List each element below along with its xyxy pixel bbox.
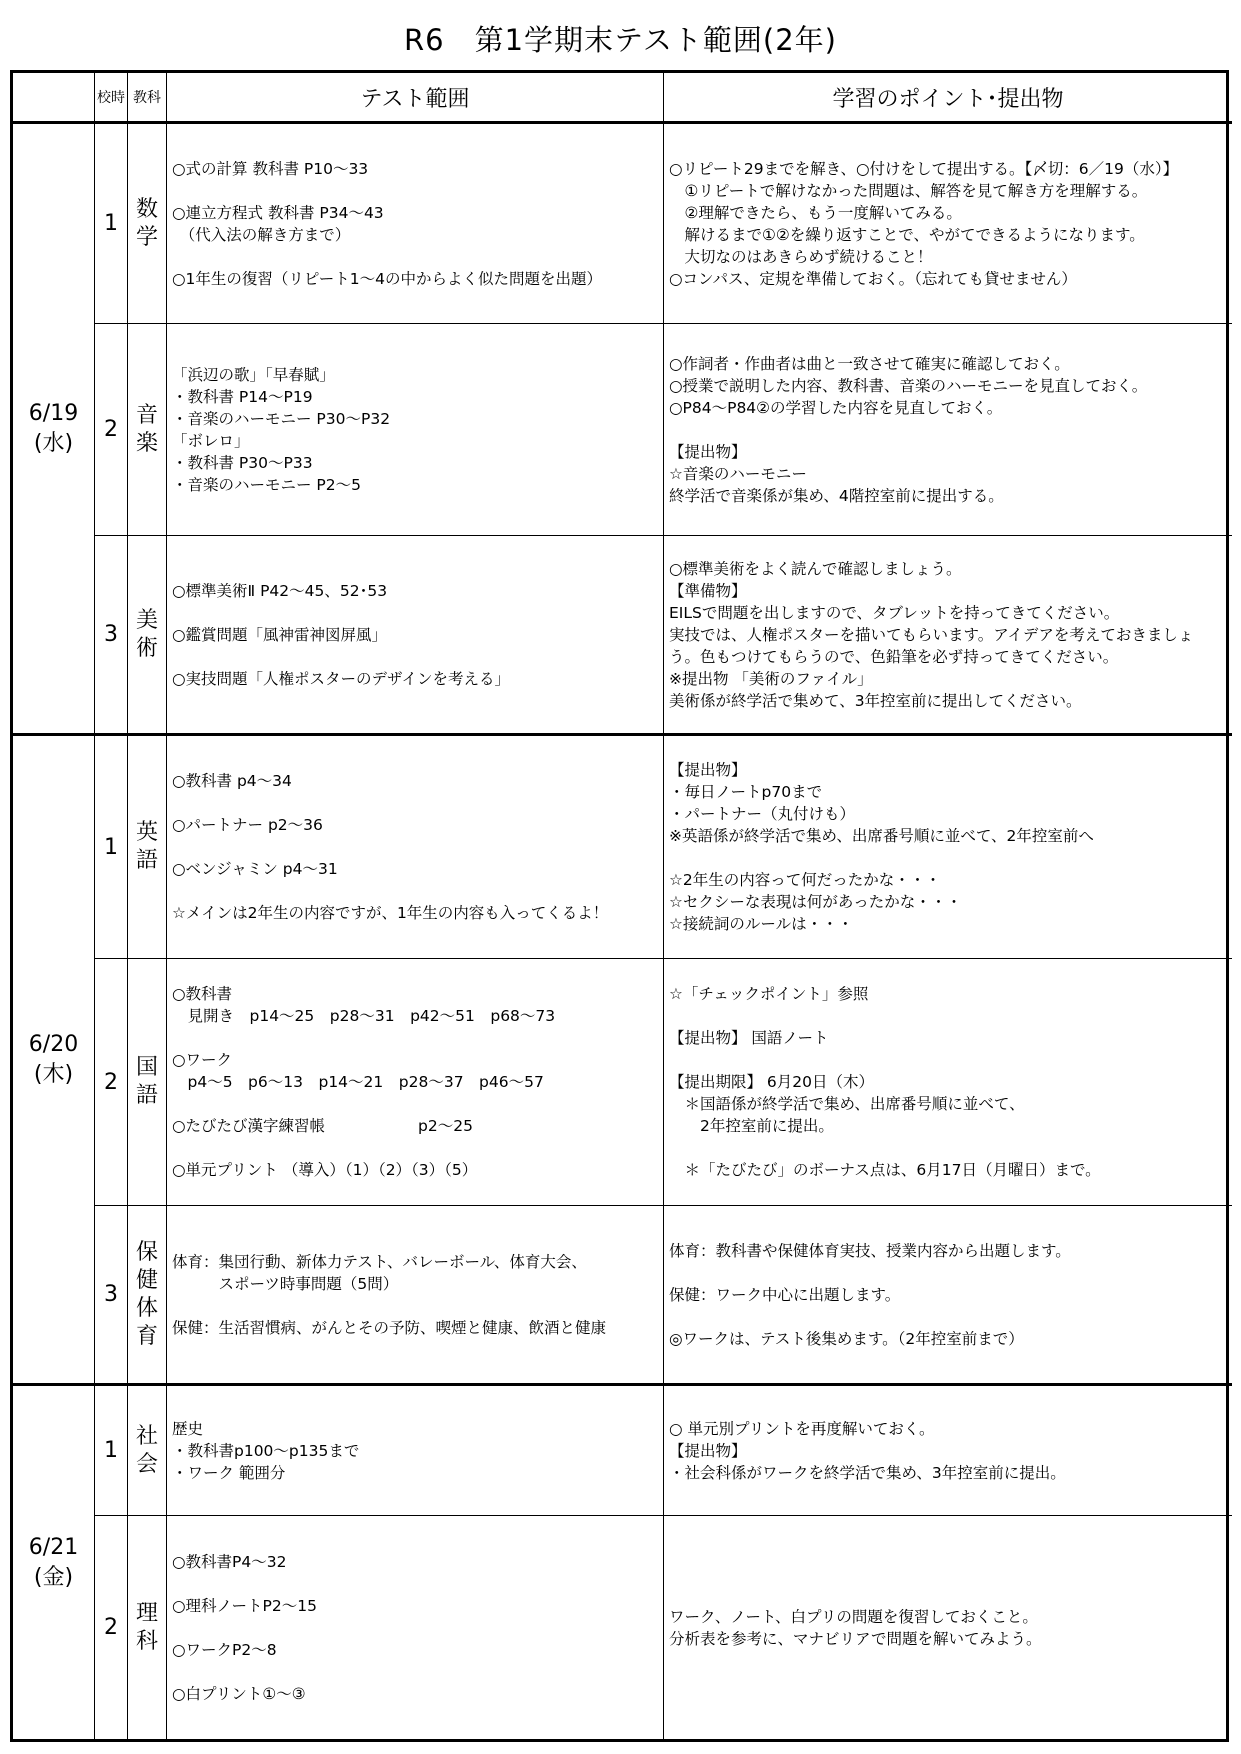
points-cell [664,324,1232,536]
range-cell [167,1516,664,1739]
points-cell [664,959,1232,1206]
period-cell: 2 [95,1516,128,1739]
points-text: ワーク、ノート、白プリの問題を復習しておくこと。 分析表を参考に、マナビリアで問題を解いてみよう。 [669,1607,1042,1648]
subject-cell [128,536,167,736]
date-cell [13,1386,95,1739]
subject-cell [128,1386,167,1516]
date-label: 6/21 [28,1534,79,1560]
date-cell [13,124,95,736]
points-text: ○標準美術をよく読んで確認しましょう。 【準備物】 EILSで問題を出しますので、タブレットを持ってきてください。 実技では、人権ポスターを描いてもらいます。アイデアを考えておきましょ う。色もつけてもらうので、色鉛筆を必ず持ってきてください。 ※提出物 「美術のファイル」 美術係が終学活で集めて、3年控室前に提出してください。 [669,559,1194,710]
range-cell [167,1386,664,1516]
weekday-label: (木) [33,1061,74,1087]
header-points: 学習のポイント･提出物 [664,73,1232,124]
subject-cell [128,736,167,959]
points-cell [664,1516,1232,1739]
header-subject: 教科 [128,73,167,124]
subject-cell [128,124,167,324]
exam-range-table [10,70,1229,1742]
points-text: 【提出物】 ・毎日ノートp70まで ・パートナー（丸付けも） ※英語係が終学活で集め、出席番号順に並べて、2年控室前へ ☆2年生の内容って何だったかな・・・ ☆セクシーな表現は何があったかな・・・ ☆接続詞のルールは・・・ [669,761,1094,933]
points-text: ○リピート29までを解き、○付けをして提出する。【〆切：6／19（水）】 ①リピートで解けなかった問題は、解答を見て解き方を理解する。 ②理解できたら、もう一度解いてみる。 解けるまで①②を繰り返すことで、やがてできるようになります。 大切なのはあきらめず続けること！ ○コンパス、定規を準備しておく。（忘れても貸せません） [669,159,1179,288]
period-cell: 1 [95,124,128,324]
points-cell [664,1386,1232,1516]
weekday-label: (水) [33,430,74,456]
range-cell [167,536,664,736]
range-text: ○教科書P4～32 ○理科ノートP2～15 ○ワークP2～8 ○白プリント①～③ [172,1552,317,1703]
date-cell [13,736,95,1386]
subject-label: 国語 [136,1055,159,1108]
range-text: ○教科書 見開き p14～25 p28～31 p42～51 p68～73 ○ワーク p4～5 p6～13 p14～21 p28～37 p46～57 ○たびたび漢字練習帳 p2～25 ○単元プリント （導入）（1）（2）（3）（5） [172,985,556,1179]
header-range: テスト範囲 [167,73,664,124]
header-blank [13,73,95,124]
points-text: ○ 単元別プリントを再度解いておく。 【提出物】 ・社会科係がワークを終学活で集め、3年控室前に提出。 [669,1419,1066,1482]
subject-label: 数学 [136,196,159,250]
range-cell [167,959,664,1206]
subject-label: 保健体育 [136,1239,159,1349]
period-cell: 1 [95,736,128,959]
period-cell: 2 [95,324,128,536]
range-cell [167,324,664,536]
points-cell [664,124,1232,324]
subject-label: 英語 [136,820,159,873]
range-text: 「浜辺の歌」「早春賦」 ・教科書 P14～P19 ・音楽のハーモニー P30～P32 「ボレロ」 ・教科書 P30～P33 ・音楽のハーモニー P2～5 [172,365,391,494]
subject-cell [128,1206,167,1386]
range-text: ○標準美術Ⅱ P42～45、52･53 ○鑑賞問題「風神雷神図屏風」 ○実技問題「人権ポスターのデザインを考える」 [172,581,510,688]
period-cell: 3 [95,536,128,736]
weekday-label: (金) [33,1564,74,1590]
period-cell: 1 [95,1386,128,1516]
points-text: ○作詞者・作曲者は曲と一致させて確実に確認しておく。 ○授業で説明した内容、教科書、音楽のハーモニーを見直しておく。 ○P84～P84②の学習した内容を見直しておく。 【提出物】 ☆音楽のハーモニー 終学活で音楽係が集め、4階控室前に提出する。 [669,354,1148,505]
header-period: 校時 [95,73,128,124]
range-cell [167,124,664,324]
points-cell [664,536,1232,736]
subject-label: 理科 [136,1600,159,1654]
subject-cell [128,324,167,536]
subject-label: 社会 [136,1423,159,1477]
points-text: ☆「チェックポイント」参照 【提出物】 国語ノート 【提出期限】 6月20日（木） ＊国語係が終学活で集め、出席番号順に並べて、 2年控室前に提出。 ＊「たびたび」のボーナス点は、6月17日（月曜日）まで。 [669,985,1101,1179]
range-cell [167,736,664,959]
period-cell: 2 [95,959,128,1206]
period-cell: 3 [95,1206,128,1386]
range-text: ○式の計算 教科書 P10～33 ○連立方程式 教科書 P34～43 （代入法の解き方まで） ○1年生の復習（リピート1～4の中からよく似た問題を出題） [172,159,602,288]
page-title: R6 第1学期末テスト範囲(2年) [404,23,837,57]
points-text: 体育：教科書や保健体育実技、授業内容から出題します。 保健：ワーク中心に出題します。 ◎ワークは、テスト後集めます。（2年控室前まで） [669,1241,1071,1348]
range-text: ○教科書 p4～34 ○パートナー p2～36 ○ベンジャミン p4～31 ☆メインは2年生の内容ですが、1年生の内容も入ってくるよ！ [172,772,609,922]
points-cell [664,736,1232,959]
subject-label: 音楽 [136,402,159,456]
range-cell [167,1206,664,1386]
subject-label: 美術 [136,607,159,661]
range-text: 歴史 ・教科書p100～p135まで ・ワーク 範囲分 [172,1419,360,1482]
subject-cell [128,959,167,1206]
points-cell [664,1206,1232,1386]
subject-cell [128,1516,167,1739]
date-label: 6/19 [28,400,79,426]
range-text: 体育：集団行動、新体力テスト、バレーボール、体育大会、 スポーツ時事問題（5問） 保健：生活習慣病、がんとその予防、喫煙と健康、飲酒と健康 [172,1252,607,1337]
date-label: 6/20 [28,1031,79,1057]
